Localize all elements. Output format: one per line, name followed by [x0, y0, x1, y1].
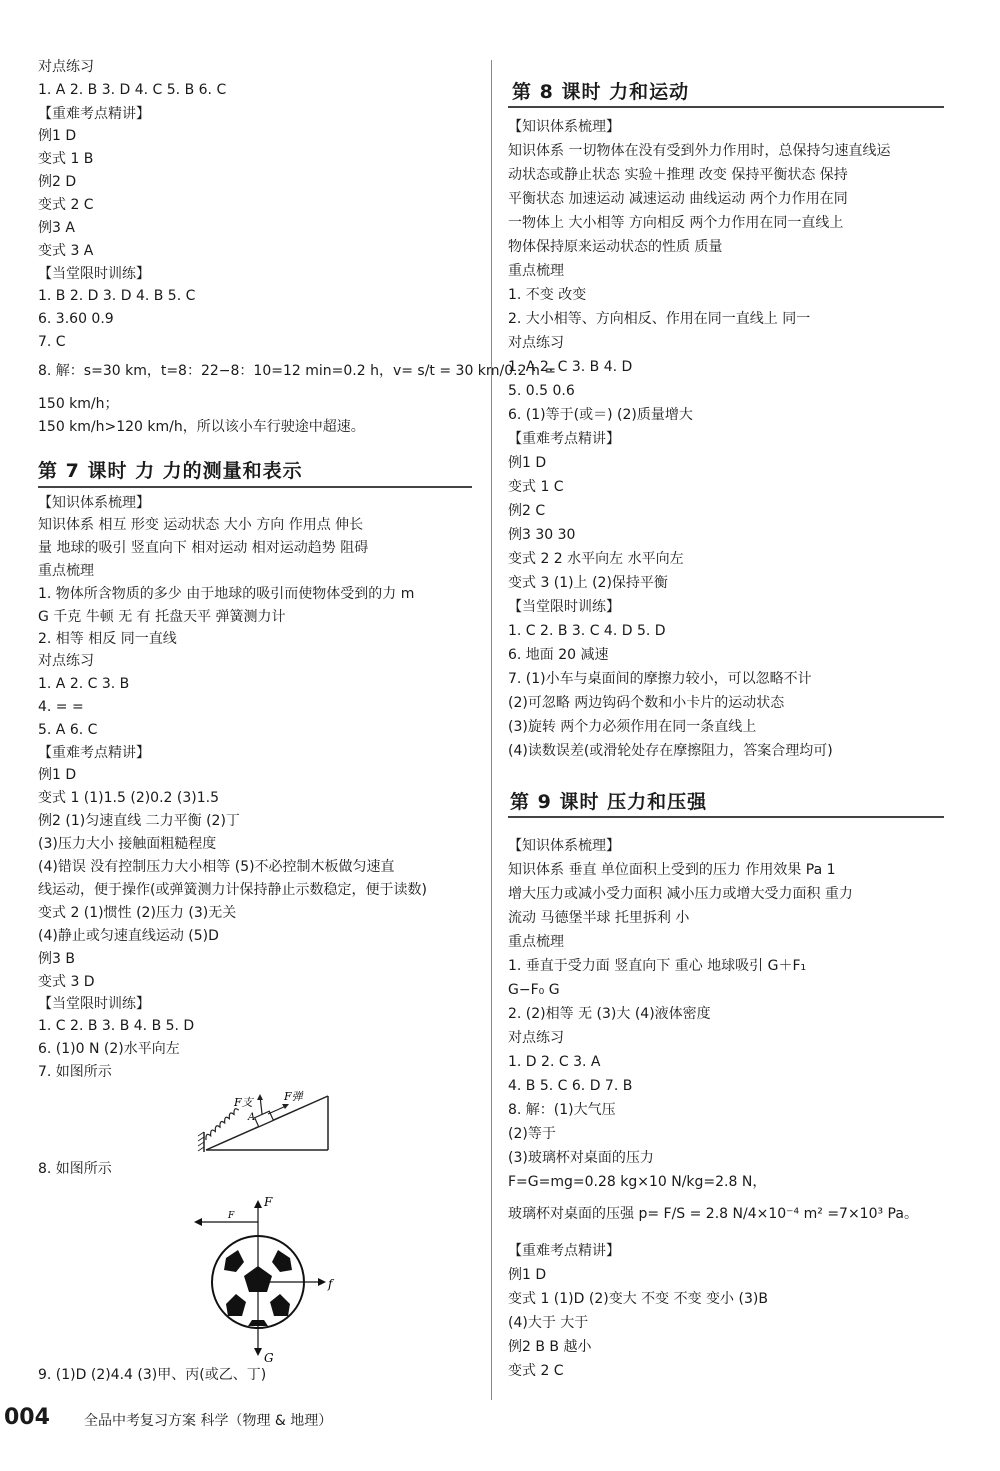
- right-line: 对点练习: [508, 1030, 564, 1046]
- left-line: 例2 D: [38, 174, 77, 190]
- fig8-label-left: F: [228, 1211, 235, 1221]
- right-line: 1. 不变 改变: [508, 287, 587, 303]
- right-line: 玻璃杯对桌面的压强 p= F/S = 2.8 N/4×10⁻⁴ m² =7×10³ Pa。: [508, 1206, 918, 1222]
- left-line: 对点练习: [38, 653, 94, 669]
- left-line: 例3 A: [38, 220, 75, 236]
- footer-title: 全品中考复习方案 科学（物理 & 地理）: [84, 1413, 333, 1429]
- right-line: 平衡状态 加速运动 减速运动 曲线运动 两个力作用在同: [508, 191, 848, 207]
- left-line: 变式 2 (1)惯性 (2)压力 (3)无关: [38, 905, 237, 921]
- right-line: 1. C 2. B 3. C 4. D 5. D: [508, 623, 666, 639]
- left-line: 例1 D: [38, 128, 77, 144]
- left-line: 变式 1 (1)1.5 (2)0.2 (3)1.5: [38, 790, 219, 806]
- left-line: 6. 3.60 0.9: [38, 311, 114, 327]
- right-line: 6. 地面 20 减速: [508, 647, 609, 663]
- right-line: 知识体系 垂直 单位面积上受到的压力 作用效果 Pa 1: [508, 862, 836, 878]
- right-line: 6. (1)等于(或＝) (2)质量增大: [508, 407, 693, 423]
- figure-7-incline: [196, 1088, 336, 1158]
- left-line: (4)错误 没有控制压力大小相等 (5)不必控制木板做匀速直: [38, 859, 395, 875]
- lesson-7-rule: [38, 486, 472, 488]
- left-line: 知识体系 相互 形变 运动状态 大小 方向 作用点 伸长: [38, 517, 364, 533]
- left-line: 【当堂限时训练】: [38, 996, 150, 1012]
- left-line: 1. 物体所含物质的多少 由于地球的吸引而使物体受到的力 m: [38, 586, 415, 602]
- lesson-7-title: 第 7 课时 力 力的测量和表示: [38, 460, 303, 482]
- left-line: 【知识体系梳理】: [38, 495, 150, 511]
- left-line: 7. C: [38, 334, 66, 350]
- right-line: G−F₀ G: [508, 982, 560, 998]
- left-line: 线运动，便于操作(或弹簧测力计保持静止示数稳定，便于读数): [38, 882, 427, 898]
- left-line: 例1 D: [38, 767, 77, 783]
- left-line: 变式 1 B: [38, 151, 94, 167]
- right-line: (4)读数误差(或滑轮处存在摩擦阻力，答案合理均可): [508, 743, 833, 759]
- left-line: 9. (1)D (2)4.4 (3)甲、丙(或乙、丁): [38, 1367, 267, 1383]
- column-divider: [491, 60, 492, 1400]
- right-line: 例2 C: [508, 503, 546, 519]
- left-line: 7. 如图所示: [38, 1064, 112, 1080]
- left-line: 8. 如图所示: [38, 1161, 112, 1177]
- left-line: 2. 相等 相反 同一直线: [38, 631, 177, 647]
- right-line: 1. A 2. C 3. B 4. D: [508, 359, 633, 375]
- right-line: 重点梳理: [508, 934, 564, 950]
- right-line: 流动 马德堡半球 托里拆利 小: [508, 910, 690, 926]
- left-line: 变式 2 C: [38, 197, 94, 213]
- left-line: 8. 解：s=30 km，t=8：22−8：10=12 min=0.2 h，v= s/t = 30 km/0.2 h =: [38, 363, 557, 379]
- lesson-8-rule: [508, 106, 944, 108]
- figure-8-soccer-ball: [186, 1192, 356, 1372]
- left-line: 量 地球的吸引 竖直向下 相对运动 相对运动趋势 阻碍: [38, 540, 369, 556]
- right-line: 1. D 2. C 3. A: [508, 1054, 601, 1070]
- right-line: 物体保持原来运动状态的性质 质量: [508, 239, 723, 255]
- right-line: 变式 3 (1)上 (2)保持平衡: [508, 575, 668, 591]
- left-line: 【当堂限时训练】: [38, 266, 150, 282]
- fig8-label-g: G: [264, 1351, 274, 1365]
- right-line: 变式 1 C: [508, 479, 564, 495]
- right-line: (2)可忽略 两边钩码个数和小卡片的运动状态: [508, 695, 785, 711]
- right-line: 【知识体系梳理】: [508, 838, 620, 854]
- left-line: 1. A 2. C 3. B: [38, 676, 130, 692]
- lesson-9-title: 第 9 课时 压力和压强: [510, 791, 708, 813]
- left-line: 1. B 2. D 3. D 4. B 5. C: [38, 288, 196, 304]
- right-line: 2. (2)相等 无 (3)大 (4)液体密度: [508, 1006, 711, 1022]
- right-line: 例3 30 30: [508, 527, 576, 543]
- right-line: 【重难考点精讲】: [508, 1243, 620, 1259]
- right-line: 对点练习: [508, 335, 564, 351]
- left-line: (4)静止或匀速直线运动 (5)D: [38, 928, 219, 944]
- right-line: 例1 D: [508, 455, 547, 471]
- right-line: 4. B 5. C 6. D 7. B: [508, 1078, 633, 1094]
- left-line: 4. = =: [38, 699, 84, 715]
- left-line: 150 km/h；: [38, 396, 119, 412]
- fig7-label-a: A: [248, 1112, 256, 1123]
- left-line: 1. C 2. B 3. B 4. B 5. D: [38, 1018, 195, 1034]
- right-line: 增大压力或减小受力面积 减小压力或增大受力面积 重力: [508, 886, 853, 902]
- left-line: 【重难考点精讲】: [38, 106, 150, 122]
- right-line: 变式 1 (1)D (2)变大 不变 不变 变小 (3)B: [508, 1291, 768, 1307]
- fig8-label-f-up: F: [264, 1195, 273, 1209]
- left-line: (3)压力大小 接触面粗糙程度: [38, 836, 217, 852]
- fig7-label-fn: F弹: [284, 1090, 303, 1103]
- left-line: 【重难考点精讲】: [38, 745, 150, 761]
- right-line: 例1 D: [508, 1267, 547, 1283]
- right-line: 例2 B B 越小: [508, 1339, 592, 1355]
- right-line: 【知识体系梳理】: [508, 119, 620, 135]
- lesson-9-rule: [508, 816, 944, 818]
- right-line: (4)大于 大于: [508, 1315, 589, 1331]
- right-line: 1. 垂直于受力面 竖直向下 重心 地球吸引 G＋F₁: [508, 958, 807, 974]
- left-line: 例2 (1)匀速直线 二力平衡 (2)丁: [38, 813, 240, 829]
- right-line: F=G=mg=0.28 kg×10 N/kg=2.8 N，: [508, 1174, 767, 1190]
- left-line: 5. A 6. C: [38, 722, 98, 738]
- fig7-label-fz: F支: [234, 1096, 253, 1109]
- right-line: 知识体系 一切物体在没有受到外力作用时，总保持匀速直线运: [508, 143, 891, 159]
- left-line: 变式 3 A: [38, 243, 94, 259]
- page-number: 004: [4, 1405, 50, 1430]
- right-line: 5. 0.5 0.6: [508, 383, 575, 399]
- left-line: 对点练习: [38, 59, 94, 75]
- right-line: (2)等于: [508, 1126, 556, 1142]
- right-line: 7. (1)小车与桌面间的摩擦力较小，可以忽略不计: [508, 671, 812, 687]
- left-line: 重点梳理: [38, 563, 94, 579]
- right-line: 【当堂限时训练】: [508, 599, 620, 615]
- left-line: 变式 3 D: [38, 974, 95, 990]
- fig8-label-f-right: f: [328, 1277, 333, 1291]
- right-line: 2. 大小相等、方向相反、作用在同一直线上 同一: [508, 311, 811, 327]
- right-line: 变式 2 C: [508, 1363, 564, 1379]
- right-line: 重点梳理: [508, 263, 564, 279]
- left-line: 150 km/h>120 km/h，所以该小车行驶途中超速。: [38, 419, 365, 435]
- left-line: 例3 B: [38, 951, 75, 967]
- left-line: 6. (1)0 N (2)水平向左: [38, 1041, 180, 1057]
- right-line: (3)玻璃杯对桌面的压力: [508, 1150, 654, 1166]
- right-line: 变式 2 2 水平向左 水平向左: [508, 551, 684, 567]
- lesson-8-title: 第 8 课时 力和运动: [512, 81, 690, 103]
- left-line: G 千克 牛顿 无 有 托盘天平 弹簧测力计: [38, 609, 286, 625]
- right-line: 【重难考点精讲】: [508, 431, 620, 447]
- right-line: 8. 解：(1)大气压: [508, 1102, 616, 1118]
- left-line: 1. A 2. B 3. D 4. C 5. B 6. C: [38, 82, 227, 98]
- right-line: 动状态或静止状态 实验＋推理 改变 保持平衡状态 保持: [508, 167, 848, 183]
- right-line: 一物体上 大小相等 方向相反 两个力作用在同一直线上: [508, 215, 844, 231]
- right-line: (3)旋转 两个力必须作用在同一条直线上: [508, 719, 757, 735]
